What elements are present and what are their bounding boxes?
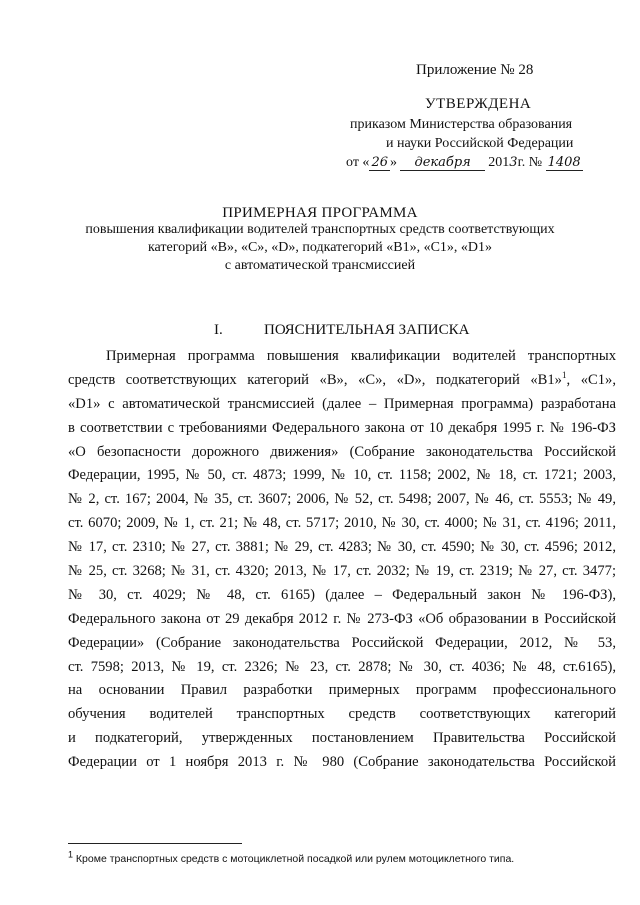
- handwritten-order-number: 1408: [547, 155, 581, 170]
- date-mid: »: [389, 155, 397, 170]
- body-line: Федерации от 1 ноября 2013 г. № 980 (Собрание законодательства Российской: [68, 754, 616, 771]
- body-line: Федерации» (Собрание законодательства Российской Федерации, 2012, № 53,: [68, 634, 616, 651]
- body-line: ст. 6070; 2009, № 1, ст. 21; № 48, ст. 5717; 2010, № 30, ст. 4000; № 31, ст. 4196; 2011,: [68, 515, 616, 532]
- document-title: ПРИМЕРНАЯ ПРОГРАММА: [222, 205, 418, 221]
- section-heading: [214, 322, 469, 339]
- handwritten-month: декабря: [400, 156, 484, 171]
- footnote: [68, 849, 515, 865]
- date-prefix: от «: [346, 155, 370, 170]
- title-line-4: с автоматической трансмиссией: [224, 258, 416, 273]
- title-line-3: категорий «B», «C», «D», подкатегорий «B1», «C1», «D1»: [147, 240, 493, 255]
- body-line: № 25, ст. 3268; № 31, ст. 4320; 2013, № 17, ст. 2032; № 19, ст. 2319; № 27, ст. 3477;: [68, 563, 616, 580]
- body-line: Федерального закона от 29 декабря 2012 г. № 273-ФЗ «Об образовании в Российской: [68, 610, 616, 627]
- body-line: [68, 369, 616, 393]
- body-line: и подкатегорий, утвержденных постановлением Правительства Российской: [68, 730, 616, 747]
- body-line: № 30, ст. 4029; № 48, ст. 6165) (далее – Федеральный закон № 196-ФЗ),: [68, 586, 616, 603]
- body-line: ст. 7598; 2013, № 19, ст. 2326; № 23, ст. 2878; № 30, ст. 4036; № 48, ст.6165),: [68, 658, 616, 675]
- footnote-marker: 1: [68, 849, 74, 860]
- body-line-text: средств соответствующих категорий «B», «C», «D», подкатегорий «B1»: [68, 371, 562, 388]
- footnote-ref: 1: [561, 370, 567, 381]
- year-prefix: 201: [488, 155, 510, 170]
- body-line: «D1» с автоматической трансмиссией (далее – Примерная программа) разработана: [68, 395, 616, 412]
- body-text: [68, 345, 616, 775]
- annex-number: Приложение № 28: [416, 62, 534, 78]
- footnote-divider: [68, 843, 242, 844]
- body-line: Примерная программа повышения квалификации водителей транспортных: [106, 348, 616, 364]
- body-line: № 17, ст. 2310; № 27, ст. 3881; № 29, ст. 4283; № 30, ст. 4590; № 30, ст. 4596; 2012,: [68, 539, 616, 556]
- body-line: на основании Правил разработки примерных программ профессионального: [68, 682, 616, 699]
- footnote-text: Кроме транспортных средств с мотоциклетной посадкой или рулем мотоциклетного типа.: [73, 853, 515, 865]
- body-line: «О безопасности дорожного движения» (Собрание законодательства Российской: [68, 443, 616, 460]
- handwritten-day: 26: [371, 155, 388, 170]
- body-line-tail: , «C1»,: [566, 371, 616, 388]
- body-line: Федерации, 1995, № 50, ст. 4873; 1999, № 10, ст. 1158; 2002, № 18, ст. 1721; 2003,: [68, 467, 616, 484]
- title-line-2: повышения квалификации водителей транспортных средств соответствующих: [85, 222, 555, 237]
- order-line-1: приказом Министерства образования: [350, 117, 573, 132]
- body-line: в соответствии с требованиями Федерального закона от 10 декабря 1995 г. № 196-ФЗ: [68, 419, 616, 436]
- order-date-line: [346, 155, 583, 171]
- body-line: обучения водителей транспортных средств соответствующих категорий: [68, 706, 616, 723]
- handwritten-year: 3: [509, 155, 518, 170]
- year-unit: г. №: [517, 155, 543, 170]
- approval-stamp: УТВЕРЖДЕНА: [425, 96, 532, 112]
- section-title: ПОЯСНИТЕЛЬНАЯ ЗАПИСКА: [264, 322, 470, 338]
- section-number: I.: [214, 322, 223, 338]
- order-line-2: и науки Российской Федерации: [386, 136, 574, 151]
- body-line: № 2, ст. 167; 2004, № 35, ст. 3607; 2006, № 52, ст. 5498; 2007, № 46, ст. 5553; № 49,: [68, 491, 616, 508]
